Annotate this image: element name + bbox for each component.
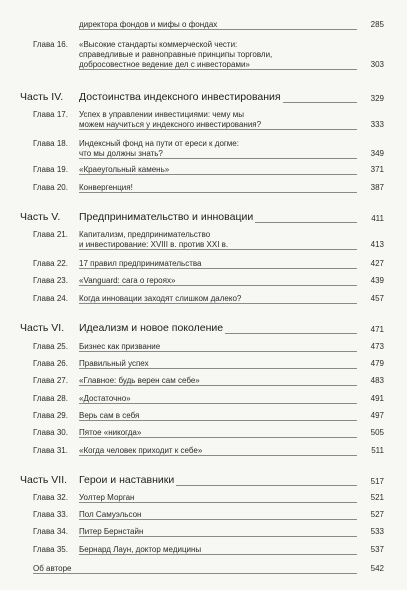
page-number: 349 [370,149,384,158]
chapter-label: Глава 22. [33,259,68,268]
page-number: 439 [370,276,384,285]
page-number: 511 [371,446,384,455]
part-label: Часть IV. [20,91,64,103]
chapter-title-line: «Vanguard: сага о героях» [79,276,176,285]
chapter-label: Глава 25. [33,342,68,351]
leader-dots [225,333,357,334]
leader-dots [79,29,357,30]
part-label: Часть VII. [20,474,68,486]
chapter-title-line: можем научиться у индексного инвестирования? [79,120,262,129]
leader-dots [79,385,357,386]
page-number: 479 [370,359,384,368]
chapter-label: Глава 27. [33,376,68,385]
chapter-title-line: Верь сам в себя [79,411,140,420]
page-number: 483 [370,376,384,385]
part-label: Часть VI. [20,322,65,334]
part-title: Герои и наставники [79,474,175,486]
page-number: 333 [370,120,384,129]
chapter-title-line: добросовестное ведение дел с инвесторами» [79,60,250,69]
leader-dots [79,536,357,537]
chapter-label: Глава 17. [33,110,68,119]
chapter-label: Глава 32. [33,493,68,502]
leader-dots [79,437,357,438]
chapter-title-line: Конвергенция! [79,183,133,192]
chapter-label: Глава 34. [33,527,68,536]
leader-dots [79,192,357,193]
chapter-label: Глава 30. [33,428,68,437]
page-number: 521 [370,493,384,502]
leader-dots [79,502,357,503]
chapter-title-line: «Когда человек приходит к себе» [79,446,203,455]
chapter-label: Глава 26. [33,359,68,368]
chapter-title-line: Капитализм, предпринимательство [79,230,211,239]
leader-dots [79,455,357,456]
leader-dots [79,554,357,555]
leader-dots [255,222,357,223]
chapter-title-line: Успех в управлении инвестициями: чему мы [79,110,244,119]
leader-dots [79,249,357,250]
chapter-title-line: «Достаточно» [79,394,131,403]
chapter-label: Глава 31. [33,446,68,455]
leader-dots [79,268,357,269]
chapter-label: Глава 24. [33,294,68,303]
page-number: 473 [370,342,384,351]
chapter-title-line: директора фондов и мифы о фондах [79,20,218,29]
leader-dots [79,174,357,175]
chapter-label: Глава 28. [33,394,68,403]
page-number: 457 [370,294,384,303]
leader-dots [79,129,357,130]
chapter-label: Глава 20. [33,183,68,192]
chapter-label: Глава 33. [33,510,68,519]
leader-dots [79,69,357,70]
page-number: 285 [370,20,384,29]
chapter-title-line: Пятое «никогда» [79,428,142,437]
chapter-title-line: Бернард Лаун, доктор медицины [79,545,202,554]
page-number: 427 [370,259,384,268]
page-number: 471 [370,325,384,334]
page-number: 533 [370,527,384,536]
leader-dots [79,158,357,159]
leader-dots [79,403,357,404]
chapter-title-line: Пол Самуэльсон [79,510,142,519]
chapter-title-line: Индексный фонд на пути от ереси к догме: [79,139,239,148]
page-number: 413 [370,240,384,249]
page-number: 542 [370,564,384,573]
page-number: 303 [370,60,384,69]
page-number: 497 [370,411,384,420]
leader-dots [79,368,357,369]
chapter-title-line: Правильный успех [79,359,149,368]
page-number: 491 [370,394,384,403]
chapter-title-line: справедливые и равноправные принципы торговли, [79,50,273,59]
chapter-title-line: и инвестирование: XVIII в. против XXI в. [79,240,229,249]
chapter-title-line: «Главное: будь верен сам себе» [79,376,200,385]
leader-dots [79,351,357,352]
leader-dots [283,102,357,103]
chapter-label: Глава 16. [33,40,68,49]
leader-dots [79,285,357,286]
leader-dots [79,420,357,421]
chapter-label: Глава 19. [33,165,68,174]
part-title: Достоинства индексного инвестирования [79,91,281,103]
chapter-title-line: «Высокие стандарты коммерческой чести: [79,40,238,49]
leader-dots [79,303,357,304]
leader-dots [176,485,357,486]
chapter-title-line: Уолтер Морган [79,493,135,502]
page-number: 517 [370,477,384,486]
chapter-title-line: 17 правил предпринимательства [79,259,202,268]
part-title: Предпринимательство и инновации [79,211,254,223]
chapter-label: Глава 21. [33,230,68,239]
about-title: Об авторе [33,564,72,573]
chapter-label: Глава 18. [33,139,68,148]
part-title: Идеализм и новое поколение [79,322,224,334]
page-number: 527 [370,510,384,519]
part-label: Часть V. [20,211,61,223]
page-number: 387 [370,183,384,192]
page-number: 371 [370,165,384,174]
chapter-label: Глава 29. [33,411,68,420]
page-number: 505 [370,428,384,437]
leader-dots [79,519,357,520]
chapter-title-line: Когда инновации заходят слишком далеко? [79,294,242,303]
page-number: 329 [370,94,384,103]
chapter-title-line: что мы должны знать? [79,149,163,158]
page-number: 537 [370,545,384,554]
chapter-label: Глава 35. [33,545,68,554]
chapter-title-line: «Краеугольный камень» [79,165,170,174]
chapter-title-line: Бизнес как призвание [79,342,161,351]
page-number: 411 [371,214,384,223]
leader-dots [33,573,357,574]
chapter-label: Глава 23. [33,276,68,285]
chapter-title-line: Питер Бернстайн [79,527,144,536]
